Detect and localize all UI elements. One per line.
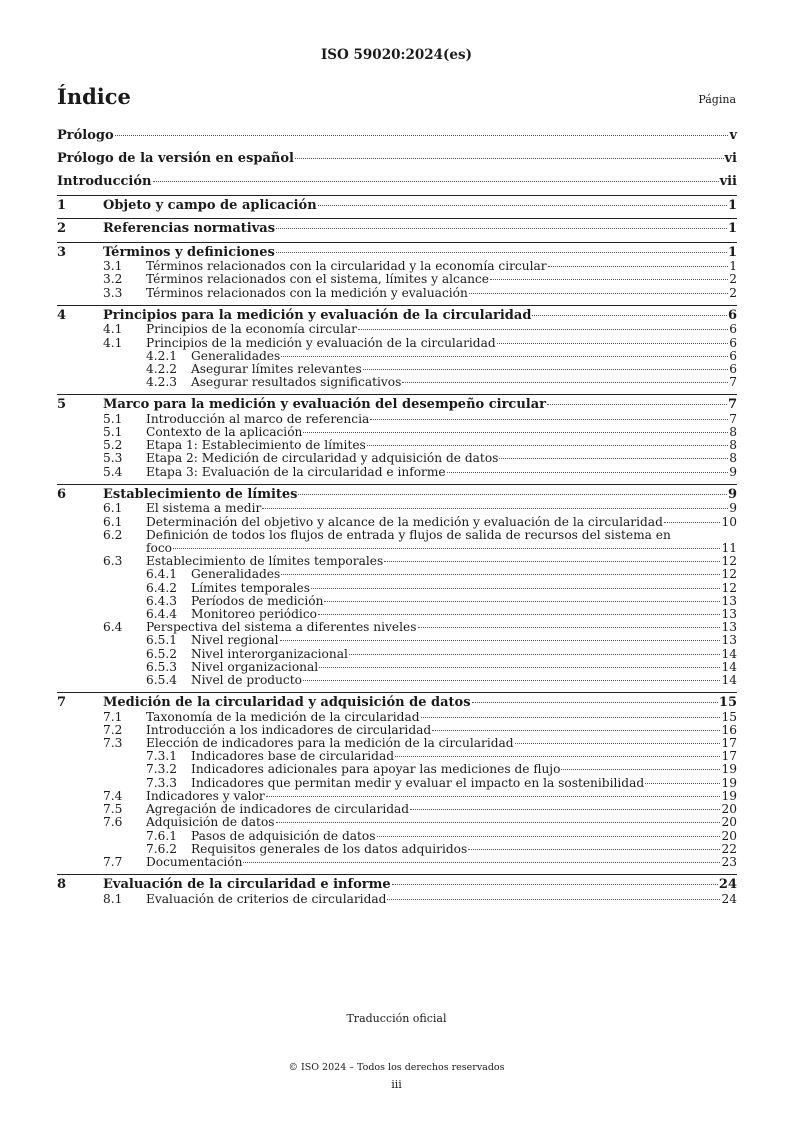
toc-entry-label: Taxonomía de la medición de la circularidad: [146, 709, 420, 724]
toc-entry-number: 6.4.4: [146, 606, 178, 621]
toc-entry-number: 7.1: [103, 709, 123, 724]
toc-entry-number: 4.2.1: [146, 348, 178, 363]
toc-entry-number: 5.1: [103, 411, 123, 426]
toc-entry-page: 13: [721, 606, 737, 621]
toc-entry-page: 17: [721, 749, 737, 764]
toc-entry-number: 7.6: [103, 815, 123, 830]
toc-entry-label: Nivel de producto: [191, 672, 302, 687]
toc-entry-page: 6: [727, 307, 737, 323]
toc-entry-number: 8: [57, 877, 67, 893]
dot-leader: [418, 627, 721, 628]
toc-entry-number: 6.4: [103, 620, 123, 635]
toc-entry-label: Prólogo: [57, 128, 114, 143]
toc-entry-number: 8.1: [103, 891, 123, 906]
dot-leader: [303, 432, 728, 433]
toc-entry[interactable]: [57, 843, 737, 856]
toc-entry-label: Etapa 1: Establecimiento de límites: [146, 438, 366, 453]
toc-entry-page: 7: [727, 397, 737, 413]
dot-leader: [298, 494, 726, 495]
toc-entry-number: 6.4.3: [146, 593, 178, 608]
toc-entry-number: 3: [57, 244, 67, 260]
page-column-label: Página: [698, 93, 736, 106]
toc-entry-page: 8: [729, 438, 737, 453]
toc-entry-page: 1: [727, 197, 737, 213]
toc-entry-label: Generalidades: [191, 567, 281, 582]
copyright-notice: © ISO 2024 – Todos los derechos reservados: [288, 1062, 505, 1073]
toc-entry-label: Nivel interorganizacional: [191, 646, 348, 661]
toc-entry-page: vi: [724, 151, 737, 167]
toc-entry[interactable]: [57, 174, 737, 190]
toc-entry-number: 6.5.1: [146, 633, 178, 648]
dot-leader: [387, 899, 720, 900]
toc-entry-number: 3.2: [103, 272, 123, 287]
dot-leader: [318, 614, 720, 615]
toc-entry[interactable]: [57, 711, 737, 724]
toc-entry[interactable]: [57, 595, 737, 608]
toc-entry-page: 1: [727, 221, 737, 237]
dot-leader: [266, 796, 721, 797]
toc-entry-label: Nivel organizacional: [191, 659, 319, 674]
toc-entry-page: 1: [729, 259, 737, 274]
toc-entry-label: Períodos de medición: [191, 593, 324, 608]
dot-leader: [115, 135, 729, 136]
dot-leader: [421, 717, 721, 718]
dot-leader: [243, 862, 720, 863]
toc-entry-label: Principios de la economía circular: [146, 322, 357, 337]
toc-entry-page: 11: [721, 540, 737, 555]
toc-entry[interactable]: [57, 674, 737, 687]
dot-leader: [547, 404, 727, 405]
toc-entry[interactable]: [57, 692, 737, 711]
toc-entry-number: 7.3.3: [146, 775, 178, 790]
toc-entry-page: 15: [721, 709, 737, 724]
toc-entry[interactable]: [57, 337, 737, 350]
dot-leader: [281, 356, 728, 357]
toc-entry[interactable]: [57, 350, 737, 363]
toc-entry[interactable]: [57, 648, 737, 661]
toc-entry-number: 4.1: [103, 335, 123, 350]
toc-entry-page: 2: [729, 285, 737, 300]
toc-entry[interactable]: [57, 195, 737, 214]
dot-leader: [324, 601, 720, 602]
toc-entry-label: Definición de todos los flujos de entrada y flujos de salida de recursos del sistema en: [146, 527, 671, 542]
toc-entry-label: Pasos de adquisición de datos: [191, 828, 376, 843]
toc-entry[interactable]: [57, 816, 737, 829]
toc-entry-label: Agregación de indicadores de circularidad: [146, 802, 410, 817]
toc-entry-label: Adquisición de datos: [146, 815, 275, 830]
toc-entry-page: 23: [721, 854, 737, 869]
dot-leader: [645, 783, 720, 784]
toc-entry-number: 4: [57, 307, 67, 323]
toc-entry-page: 8: [729, 451, 737, 466]
toc-entry-page: 19: [721, 762, 737, 777]
toc-entry-number: 7.3.1: [146, 749, 178, 764]
dot-leader: [318, 205, 727, 206]
toc-entry-label: Indicadores que permitan medir y evaluar el impacto en la sostenibilidad: [191, 775, 645, 790]
toc-entry-page: 13: [721, 593, 737, 608]
toc-entry-label: Etapa 3: Evaluación de la circularidad e informe: [146, 464, 446, 479]
toc-entry-page: 12: [721, 567, 737, 582]
toc-entry-page: 7: [729, 375, 737, 390]
toc-entry-number: 6.5.2: [146, 646, 178, 661]
toc-entry-page: 2: [729, 272, 737, 287]
toc-entry-number: 3.1: [103, 259, 123, 274]
toc-entry-label: Objeto y campo de aplicación: [103, 197, 317, 213]
toc-entry-number: 6.4.1: [146, 567, 178, 582]
dot-leader: [262, 508, 728, 509]
toc-entry-page: 9: [727, 486, 737, 502]
toc-entry-number: 4.2.2: [146, 361, 178, 376]
toc-entry-number: 4.2.3: [146, 375, 178, 390]
translation-note: Traducción oficial: [346, 1012, 447, 1025]
toc-entry-page: vii: [719, 174, 737, 190]
toc-entry[interactable]: [57, 242, 737, 261]
toc-entry[interactable]: [57, 634, 737, 647]
dot-leader: [173, 548, 720, 549]
toc-entry-page: 16: [721, 722, 737, 737]
toc-entry[interactable]: [57, 529, 737, 542]
toc-entry[interactable]: [57, 128, 737, 144]
toc-entry-label: Asegurar resultados significativos: [191, 375, 402, 390]
dot-leader: [490, 279, 728, 280]
toc-entry-label: Determinación del objetivo y alcance de la medición y evaluación de la circularidad: [146, 514, 663, 529]
toc-entry-label: Perspectiva del sistema a diferentes niveles: [146, 620, 417, 635]
dot-leader: [280, 640, 721, 641]
toc-entry-number: 7.6.2: [146, 841, 178, 856]
toc-entry-number: 3.3: [103, 285, 123, 300]
toc-entry-number: 6.5.4: [146, 672, 178, 687]
toc-entry-number: 2: [57, 221, 67, 237]
toc-title: Índice: [57, 84, 131, 109]
dot-leader: [392, 884, 718, 885]
toc-entry-page: 20: [721, 815, 737, 830]
toc-entry-page: 19: [721, 788, 737, 803]
toc-entry-label: Asegurar límites relevantes: [191, 361, 362, 376]
toc-entry-label: Marco para la medición y evaluación del desempeño circular: [103, 397, 546, 413]
dot-leader: [468, 849, 720, 850]
dot-leader: [276, 252, 727, 253]
toc-entry-label: Introducción a los indicadores de circularidad: [146, 722, 432, 737]
toc-entry-label: Establecimiento de límites temporales: [146, 554, 384, 569]
dot-leader: [561, 769, 720, 770]
toc-entry-label: Evaluación de criterios de circularidad: [146, 891, 387, 906]
toc-entry-number: 5.2: [103, 438, 123, 453]
toc-entry-label: El sistema a medir: [146, 501, 262, 516]
toc-entry[interactable]: [57, 516, 737, 529]
dot-leader: [395, 756, 720, 757]
toc-entry-label: Términos y definiciones: [103, 244, 275, 260]
toc-entry-page: 10: [721, 514, 737, 529]
toc-entry-page: 8: [729, 425, 737, 440]
page-number: iii: [391, 1078, 402, 1091]
toc-entry[interactable]: [57, 305, 737, 324]
toc-entry-label: Indicadores base de circularidad: [191, 749, 395, 764]
toc-entry-number: 6.5.3: [146, 659, 178, 674]
dot-leader: [384, 561, 720, 562]
toc-entry[interactable]: [57, 376, 737, 389]
dot-leader: [410, 809, 720, 810]
dot-leader: [319, 667, 720, 668]
toc-entry-page: 6: [729, 361, 737, 376]
toc-entry-page: 12: [721, 580, 737, 595]
toc-entry-label: Indicadores adicionales para apoyar las mediciones de flujo: [191, 762, 561, 777]
toc-entry[interactable]: [57, 568, 737, 581]
toc-entry-number: 6.3: [103, 554, 123, 569]
toc-entry-page: 14: [721, 672, 737, 687]
toc-entry-page: 17: [721, 736, 737, 751]
toc-entry-label: Principios para la medición y evaluación de la circularidad: [103, 307, 532, 323]
toc-entry[interactable]: [57, 323, 737, 336]
toc-entry-label: Evaluación de la circularidad e informe: [103, 877, 391, 893]
toc-entry[interactable]: [57, 273, 737, 286]
toc-entry-number: 7.6.1: [146, 828, 178, 843]
toc-entry[interactable]: [57, 452, 737, 465]
toc-entry-label: Términos relacionados con el sistema, límites y alcance: [146, 272, 489, 287]
toc-entry-number: 5: [57, 397, 67, 413]
toc-entry-label: Límites temporales: [191, 580, 310, 595]
toc-entry-page: 9: [729, 501, 737, 516]
toc-entry-label: Términos relacionados con la circularidad y la economía circular: [146, 259, 547, 274]
toc-entry[interactable]: [57, 287, 737, 300]
toc-entry-page: 20: [721, 802, 737, 817]
toc-entry[interactable]: [57, 394, 737, 413]
toc-entry-page: 15: [718, 695, 737, 711]
toc-entry-label: Términos relacionados con la medición y evaluación: [146, 285, 468, 300]
dot-leader: [377, 836, 721, 837]
toc-entry-page: 6: [729, 348, 737, 363]
toc-entry[interactable]: [57, 484, 737, 503]
toc-entry-label: Indicadores y valor: [146, 788, 265, 803]
dot-leader: [402, 382, 728, 383]
dot-leader: [303, 680, 720, 681]
dot-leader: [153, 181, 719, 182]
toc-entry-number: 7.4: [103, 788, 123, 803]
dot-leader: [367, 445, 728, 446]
toc-entry-number: 4.1: [103, 322, 123, 337]
dot-leader: [276, 822, 721, 823]
toc-entry-number: 5.4: [103, 464, 123, 479]
toc-entry-page: 14: [721, 659, 737, 674]
dot-leader: [515, 743, 721, 744]
toc-entry-label: Etapa 2: Medición de circularidad y adquisición de datos: [146, 451, 499, 466]
toc-entry-page: 7: [729, 411, 737, 426]
toc-entry-page: 24: [718, 877, 737, 893]
toc-entry-page: 13: [721, 633, 737, 648]
toc-entry[interactable]: [57, 582, 737, 595]
toc-entry-number: 7.2: [103, 722, 123, 737]
toc-entry-label: Contexto de la aplicación: [146, 425, 303, 440]
toc-entry-number: 7.7: [103, 854, 123, 869]
toc-entry-label: Generalidades: [191, 348, 281, 363]
dot-leader: [447, 472, 729, 473]
toc-entry[interactable]: [57, 151, 737, 167]
toc-entry-number: 7.3: [103, 736, 123, 751]
dot-leader: [295, 158, 724, 159]
dot-leader: [281, 574, 720, 575]
dot-leader: [469, 293, 728, 294]
toc-entry-number: 7.3.2: [146, 762, 178, 777]
toc-entry[interactable]: [57, 893, 737, 906]
toc-entry[interactable]: [57, 661, 737, 674]
toc-entry-label-cont: foco: [146, 540, 173, 555]
toc-entry-page: 22: [721, 841, 737, 856]
toc-entry-number: 7.5: [103, 802, 123, 817]
toc-entry-label: Monitoreo periódico: [191, 606, 317, 621]
toc-entry-page: 6: [729, 335, 737, 350]
toc-entry-page: 24: [721, 891, 737, 906]
toc-entry[interactable]: [57, 830, 737, 843]
toc-entry-page: 19: [721, 775, 737, 790]
toc-entry[interactable]: [57, 502, 737, 515]
toc-entry[interactable]: [57, 777, 737, 790]
toc-entry[interactable]: [57, 856, 737, 869]
toc-entry-label: Referencias normativas: [103, 221, 276, 237]
toc-entry-number: 6: [57, 486, 67, 502]
document-id: ISO 59020:2024(es): [320, 47, 472, 63]
toc-entry-label: Establecimiento de límites: [103, 486, 298, 502]
toc-entry-label: Elección de indicadores para la medición de la circularidad: [146, 736, 514, 751]
toc-entry-number: 6.4.2: [146, 580, 178, 595]
toc-entry-number: 7: [57, 695, 67, 711]
toc-entry-label: Introducción: [57, 174, 152, 190]
toc-entry-page: 1: [727, 244, 737, 260]
toc-entry[interactable]: [57, 218, 737, 237]
dot-leader: [499, 458, 728, 459]
toc-entry-page: 13: [721, 620, 737, 635]
toc-entry-number: 6.1: [103, 514, 123, 529]
dot-leader: [349, 654, 721, 655]
dot-leader: [363, 369, 729, 370]
dot-leader: [432, 730, 720, 731]
dot-leader: [370, 419, 728, 420]
dot-leader: [548, 266, 729, 267]
dot-leader: [532, 315, 727, 316]
toc-entry-label: Requisitos generales de los datos adquiridos: [191, 841, 468, 856]
toc-entry-number: 5.3: [103, 451, 123, 466]
table-of-contents: [57, 128, 737, 906]
toc-entry-page: 14: [721, 646, 737, 661]
toc-entry-page: v: [729, 128, 737, 143]
dot-leader: [497, 343, 729, 344]
dot-leader: [664, 522, 721, 523]
toc-entry-number: 6.1: [103, 501, 123, 516]
toc-entry[interactable]: [57, 466, 737, 479]
toc-entry-label: Introducción al marco de referencia: [146, 411, 370, 426]
toc-entry-page: 9: [729, 464, 737, 479]
dot-leader: [311, 588, 721, 589]
toc-entry[interactable]: [57, 763, 737, 776]
toc-entry-label: Prólogo de la versión en español: [57, 151, 294, 167]
toc-entry-number: 6.2: [103, 527, 123, 542]
toc-entry-page: 12: [721, 554, 737, 569]
toc-entry-number: 5.1: [103, 425, 123, 440]
toc-entry-label: Nivel regional: [191, 633, 279, 648]
dot-leader: [472, 702, 718, 703]
dot-leader: [358, 329, 728, 330]
toc-entry[interactable]: [57, 874, 737, 893]
toc-entry-label: Principios de la medición y evaluación de la circularidad: [146, 335, 496, 350]
toc-entry-label: Medición de la circularidad y adquisición de datos: [103, 695, 471, 711]
toc-entry-page: 20: [721, 828, 737, 843]
toc-entry-label: Documentación: [146, 854, 243, 869]
toc-entry-number: 1: [57, 197, 67, 213]
dot-leader: [276, 228, 727, 229]
toc-entry-page: 6: [729, 322, 737, 337]
